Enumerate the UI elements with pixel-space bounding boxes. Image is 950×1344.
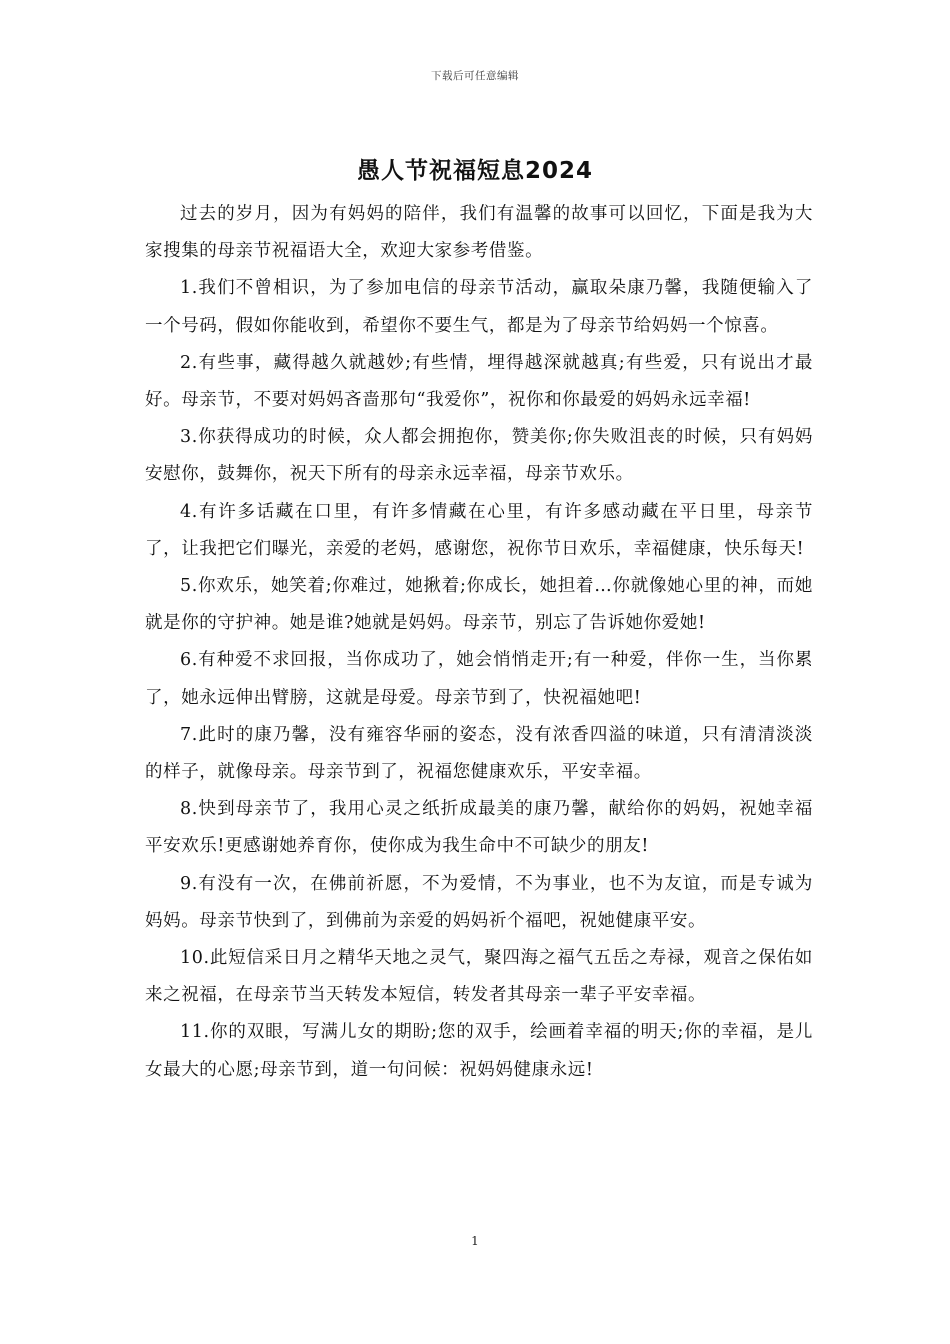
page-number: 1 [471, 1234, 479, 1248]
message-paragraph-4: 4.有许多话藏在口里，有许多情藏在心里，有许多感动藏在平日里，母亲节了，让我把它们曝光，亲爱的老妈，感谢您，祝你节日欢乐，幸福健康，快乐每天! [145, 501, 813, 559]
header-note: 下载后可任意编辑 [431, 70, 519, 82]
message-paragraph-1: 1.我们不曾相识，为了参加电信的母亲节活动，赢取朵康乃馨，我随便输入了一个号码，假如你能收到，希望你不要生气，都是为了母亲节给妈妈一个惊喜。 [145, 278, 813, 336]
message-paragraph-11: 11.你的双眼，写满儿女的期盼;您的双手，绘画着幸福的明天;你的幸福，是儿女最大的心愿;母亲节到，道一句问候：祝妈妈健康永远! [145, 1022, 813, 1080]
message-paragraph-8: 8.快到母亲节了，我用心灵之纸折成最美的康乃馨，献给你的妈妈，祝她幸福平安欢乐!更感谢她养育你，使你成为我生命中不可缺少的朋友! [145, 799, 813, 857]
message-paragraph-10: 10.此短信采日月之精华天地之灵气，聚四海之福气五岳之寿禄，观音之保佑如来之祝福，在母亲节当天转发本短信，转发者其母亲一辈子平安幸福。 [145, 948, 813, 1006]
message-paragraph-9: 9.有没有一次，在佛前祈愿，不为爱情，不为事业，也不为友谊，而是专诚为妈妈。母亲节快到了，到佛前为亲爱的妈妈祈个福吧，祝她健康平安。 [145, 873, 813, 931]
message-paragraph-6: 6.有种爱不求回报，当你成功了，她会悄悄走开;有一种爱，伴你一生，当你累了，她永远伸出臂膀，这就是母爱。母亲节到了，快祝福她吧! [145, 650, 813, 708]
document-body [145, 196, 813, 1089]
document-title: 愚人节祝福短息2024 [356, 158, 593, 184]
message-paragraph-3: 3.你获得成功的时候，众人都会拥抱你，赞美你;你失败沮丧的时候，只有妈妈安慰你，鼓舞你，祝天下所有的母亲永远幸福，母亲节欢乐。 [145, 427, 813, 485]
intro-paragraph: 过去的岁月，因为有妈妈的陪伴，我们有温馨的故事可以回忆，下面是我为大家搜集的母亲节祝福语大全，欢迎大家参考借鉴。 [145, 204, 813, 262]
message-paragraph-5: 5.你欢乐，她笑着;你难过，她揪着;你成长，她担着…你就像她心里的神，而她就是你的守护神。她是谁?她就是妈妈。母亲节，别忘了告诉她你爱她! [145, 576, 813, 634]
message-paragraph-2: 2.有些事，藏得越久就越妙;有些情，埋得越深就越真;有些爱，只有说出才最好。母亲节，不要对妈妈吝啬那句“我爱你”，祝你和你最爱的妈妈永远幸福! [145, 352, 813, 411]
message-paragraph-7: 7.此时的康乃馨，没有雍容华丽的姿态，没有浓香四溢的味道，只有清清淡淡的样子，就像母亲。母亲节到了，祝福您健康欢乐，平安幸福。 [145, 724, 813, 783]
